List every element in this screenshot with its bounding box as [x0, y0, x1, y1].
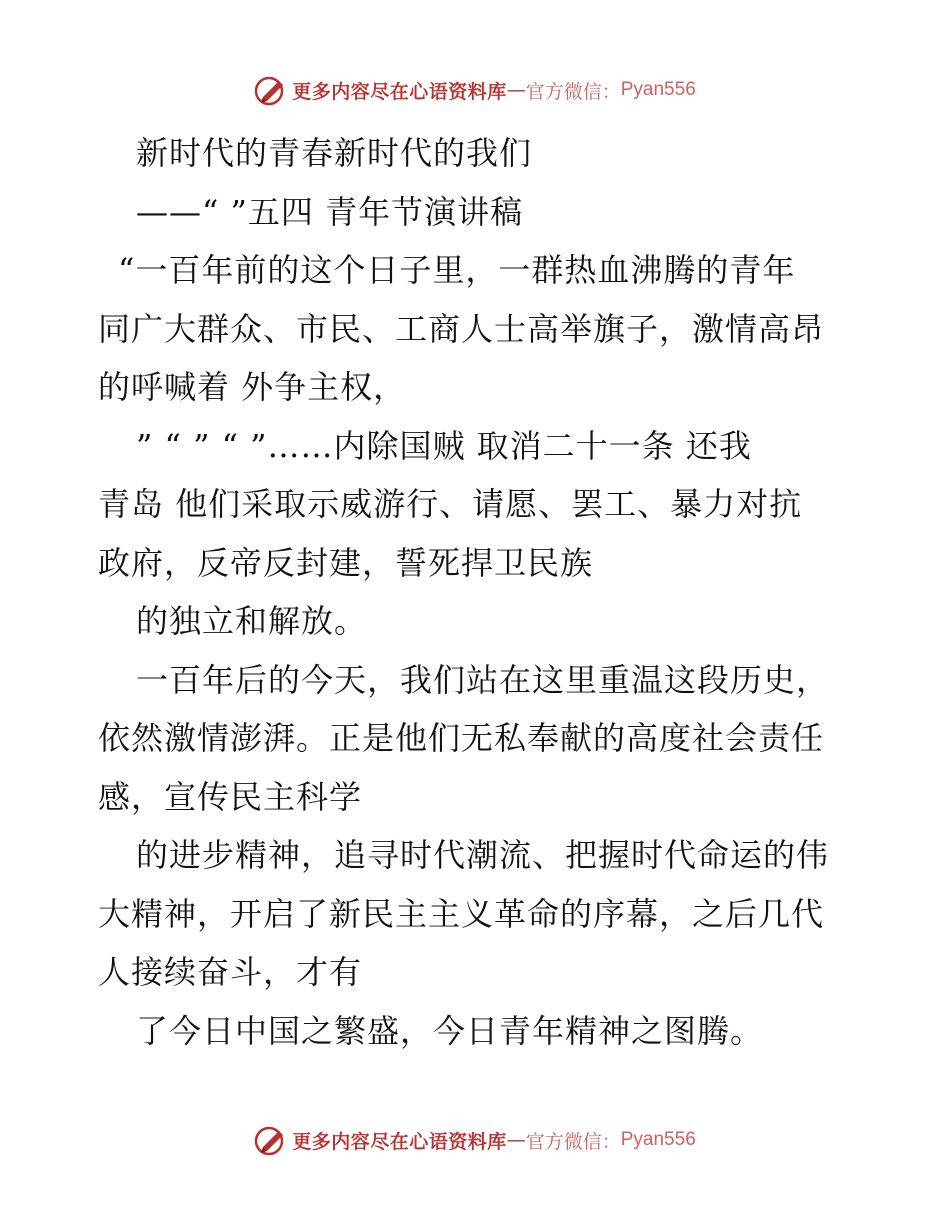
text-line: 的独立和解放。	[136, 602, 368, 640]
banner-wechat-label: 官方微信：	[525, 1130, 621, 1153]
text-line: 的进步精神，追寻时代潮流、把握时代命运的伟	[136, 836, 830, 874]
document-body	[98, 124, 858, 1060]
footer-watermark-banner	[0, 1120, 950, 1160]
banner-main-text: 更多内容尽在心语资料库	[292, 1130, 507, 1153]
text-line: 人接续奋斗，才有	[98, 953, 363, 991]
document-title: 新时代的青春新时代的我们	[136, 134, 533, 172]
text-line: 感，宣传民主科学	[98, 777, 363, 816]
header-watermark-banner	[0, 70, 950, 110]
document-subtitle: ——“ ”五四 青年节演讲稿	[136, 192, 524, 231]
text-line: 了今日中国之繁盛，今日青年精神之图腾。	[136, 1011, 764, 1050]
text-line: 政府，反帝反封建，誓死捍卫民族	[98, 543, 594, 582]
text-line: 青岛 他们采取示威游行、请愿、罢工、暴力对抗	[98, 485, 803, 523]
banner-wechat-label: 官方微信：	[525, 80, 621, 103]
text-line: 同广大群众、市民、工商人士高举旗子，激情高昂	[98, 309, 825, 348]
pen-circle-logo-icon	[254, 1123, 288, 1157]
banner-wechat-id: Pyan556	[620, 1129, 696, 1150]
banner-main-text: 更多内容尽在心语资料库	[292, 80, 507, 103]
text-line: ” “ ” “ ”……内除国贼 取消二十一条 还我	[136, 426, 752, 465]
banner-dash: —	[506, 79, 526, 101]
banner-dash: —	[506, 1129, 526, 1151]
text-line: 大精神，开启了新民主主义革命的序幕，之后几代	[98, 894, 825, 933]
banner-wechat-id: Pyan556	[620, 79, 696, 100]
text-line: “一百年前的这个日子里，一群热血沸腾的青年	[118, 251, 796, 289]
text-line: 的呼喊着 外争主权，	[98, 368, 407, 406]
text-line: 依然激情澎湃。正是他们无私奉献的高度社会责任	[98, 719, 825, 757]
text-line: 一百年后的今天，我们站在这里重温这段历史，	[136, 660, 830, 699]
pen-circle-logo-icon	[254, 73, 288, 107]
